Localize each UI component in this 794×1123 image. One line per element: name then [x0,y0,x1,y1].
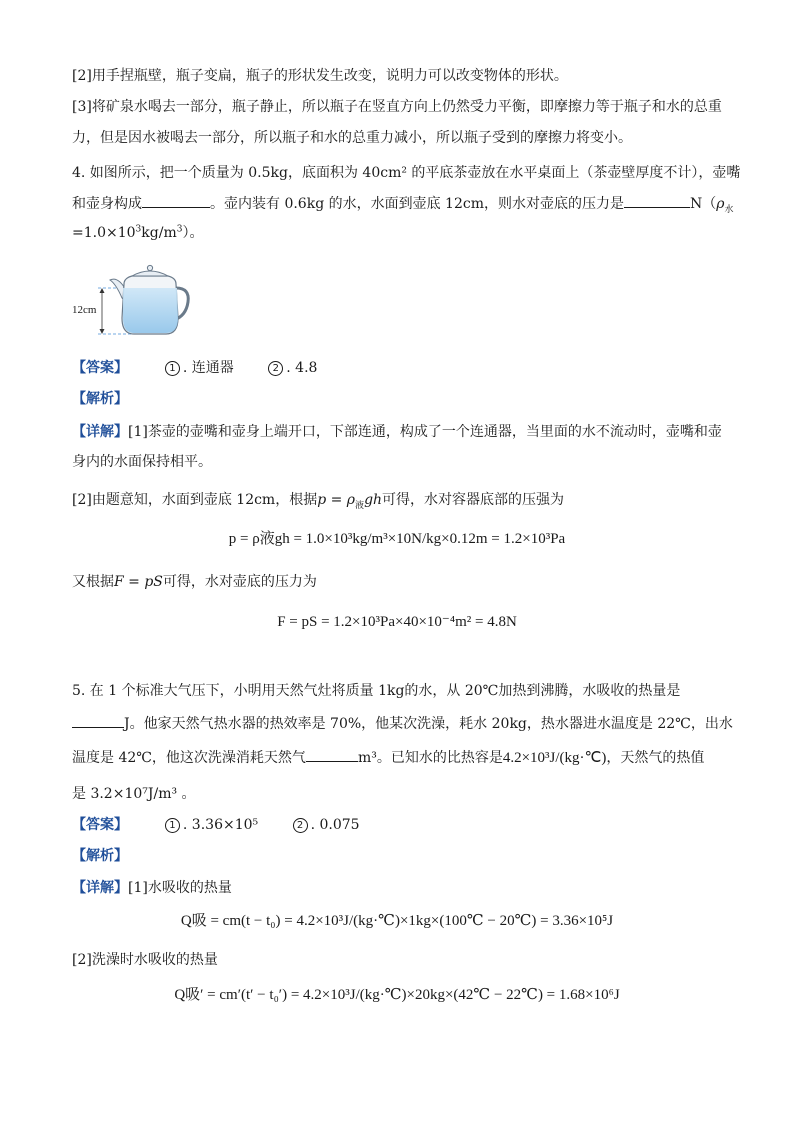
density-unit: kg/m [141,225,177,241]
density-value: =1.0×10 [72,225,136,241]
answer-tag: 【答案】 [72,360,128,376]
stem-end: ）。 [182,225,204,241]
q5-stem-line1: 5. 在 1 个标准大气压下，小明用天然气灶将质量 1kg的水，从 20℃加热到沸腾，水吸收的热量是 [72,683,681,699]
rho-symbol: ρ [716,196,725,212]
detail-text: [1]水吸收的热量 [128,880,232,896]
q4-detail-line2: 身内的水面保持相平。 [72,454,212,470]
q5-stem-line2 [72,713,733,734]
q4-stem-line1: 4. 如图所示，把一个质量为 0.5kg，底面积为 40cm² 的平底茶壶放在水平桌面上（茶壶壁厚度不计），壶嘴 [72,165,741,181]
stem-text: J。他家天然气热水器的热效率是 70%，他某次洗澡，耗水 20kg，热水器进水温度是 22℃，出水 [124,716,733,732]
q5-detail-line2: [2]洗澡时水吸收的热量 [72,952,218,968]
q5-answer [72,815,727,835]
stem-text: 温度是 42℃，他这次洗澡消耗天然气 [72,750,306,766]
q5-stem-line3 [72,747,727,768]
q4-detail-line1 [72,422,727,442]
detail-text: [2]由题意知，水面到壶底 12cm，根据 [72,492,318,508]
q5-stem-line4: 是 3.2×10⁷J/m³ 。 [72,786,196,802]
height-label: 12cm [72,304,97,316]
heat-absorbed-formula: Q吸 = cm(t − t₀) = 4.2×10³J/(kg·℃)×1kg×(100℃ − 20℃) = 3.36×10⁵J [180,913,614,929]
inline-formula: F = pS [114,574,163,590]
circled-number-1: 1 [165,361,180,376]
stem-text: ，天然气的热值 [606,750,705,766]
q3-line-3b: 力，但是因水被喝去一部分，所以瓶子和水的总重力减小，所以瓶子受到的摩擦力将变小。 [72,130,632,146]
formula-subscript: 液 [355,500,365,511]
circled-number-1: 1 [165,818,180,833]
q4-stem-text-a: 和壶身构成 [72,196,142,212]
inline-formula: gh [364,492,383,508]
q4-stem-line3 [72,223,727,243]
answer-2: . 0.075 [310,817,360,833]
inline-formula: p = ρ [317,492,356,508]
teapot-drawing [72,262,202,344]
q4-stem-text-c: N（ [690,196,717,212]
detail-text: 可得，水对壶底的压力为 [162,574,317,590]
q5-detail-line1 [72,878,727,898]
answer-1: . 连通器 [182,360,234,376]
shower-heat-formula: Q吸′ = cm′(t′ − t₀′) = 4.2×10³J/(kg·℃)×20kg×(42℃ − 22℃) = 1.68×10⁶J [174,987,620,1003]
detail-text: 可得，水对容器底部的压强为 [382,492,565,508]
q4-stem-text-b: 。壶内装有 0.6kg 的水，水面到壶底 12cm，则水对壶底的压力是 [210,196,624,212]
analysis-tag: 【解析】 [72,848,128,864]
q5-analysis-tag [72,846,727,866]
answer-2: . 4.8 [286,360,318,376]
q3-line-3a: [3]将矿泉水喝去一部分，瓶子静止，所以瓶子在竖直方向上仍然受力平衡，即摩擦力等于瓶子和水的总重 [72,99,722,115]
answer-tag: 【答案】 [72,817,128,833]
q5-blank-1 [72,713,124,728]
rho-subscript: 水 [724,204,734,215]
q4-detail-line3 [72,490,727,510]
analysis-tag: 【解析】 [72,391,128,407]
detail-text: [1]茶壶的壶嘴和壶身上端开口，下部连通，构成了一个连通器，当里面的水不流动时，壶嘴和壶 [128,424,722,440]
q5-blank-2 [306,747,358,762]
q4-detail-line4 [72,572,727,592]
q4-blank-2 [624,193,690,208]
q4-analysis-tag [72,389,727,409]
circled-number-2: 2 [293,818,308,833]
stem-text: m³。已知水的比热容是 [357,750,503,766]
teapot-figure [72,262,202,344]
circled-number-2: 2 [268,361,283,376]
force-formula: F = pS = 1.2×10³Pa×40×10⁻⁴m² = 4.8N [277,614,517,630]
detail-tag: 【详解】 [72,880,128,896]
pressure-formula: p = ρ液gh = 1.0×10³kg/m³×10N/kg×0.12m = 1.2×10³Pa [228,531,566,547]
q4-blank-1 [142,193,210,208]
q4-stem-line2 [72,193,734,215]
detail-text: 又根据 [72,574,114,590]
q3-line-2: [2]用手捏瓶壁，瓶子变扁，瓶子的形状发生改变，说明力可以改变物体的形状。 [72,68,568,84]
q4-answer [72,358,727,378]
detail-tag: 【详解】 [72,424,128,440]
density-exponent: 3 [135,224,142,235]
answer-1: . 3.36×10⁵ [182,817,259,833]
density-unit-exponent: 3 [176,224,183,235]
specific-heat-formula: 4.2×10³J/(kg·℃) [502,750,607,766]
